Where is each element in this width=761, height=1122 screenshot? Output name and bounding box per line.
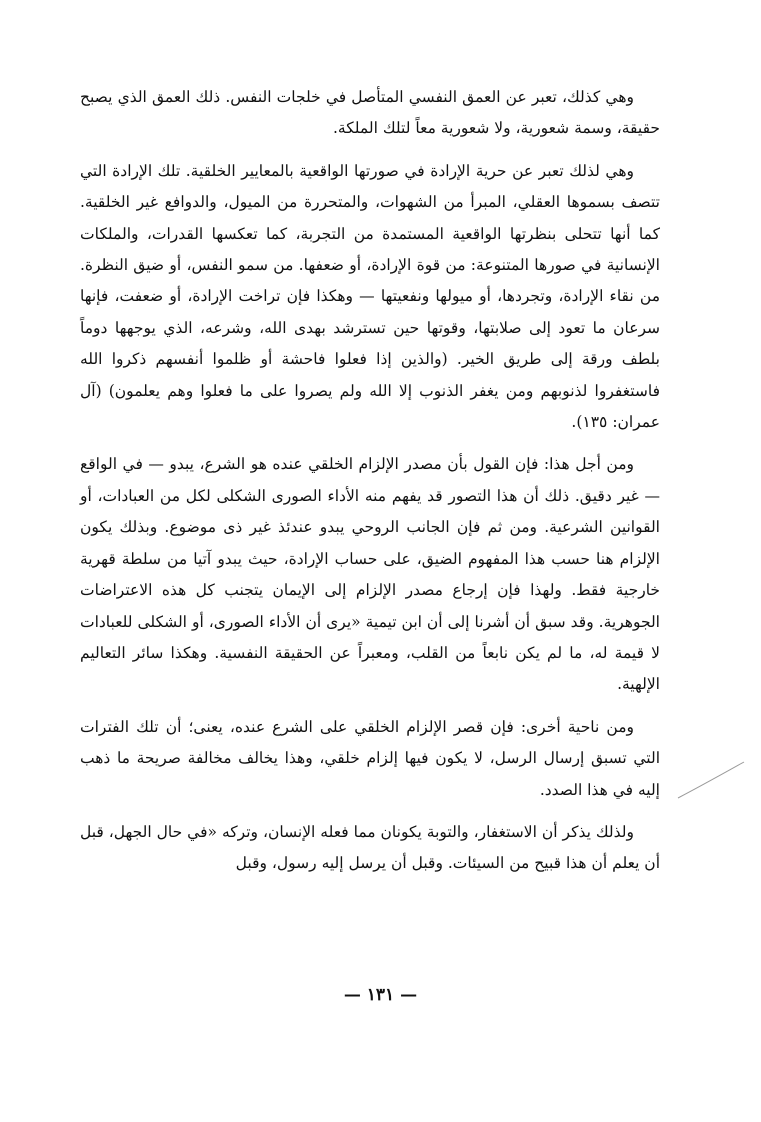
body-text — [80, 82, 660, 880]
paragraph-5: ولذلك يذكر أن الاستغفار، والتوبة يكونان مما فعله الإنسان، وتركه «في حال الجهل، قبل أن يعلم أن هذا قبيح من السيئات. وقبل أن يرسل إليه رسول، وقبل — [80, 822, 660, 873]
paragraph-2: وهي لذلك تعبر عن حرية الإرادة في صورتها الواقعية بالمعايير الخلقية. تلك الإرادة التي تتصف بسموها العقلي، المبرأ من الشهوات، والمتحررة من الميول، والدوافع غير الخلقية. كما أنها تتحلى بنظرتها الواقعية المستمدة من التجربة، كما تعكسها القدرات، والملكات الإنسانية في صورها المتنوعة: من قوة الإرادة، أو ضعفها. من سمو النفس، أو ضيق النظرة. من نقاء الإرادة، وتجردها، أو ميولها ونفعيتها — وهكذا فإن تراخت الإرادة، أو ضعفت، فإنها سرعان ما تعود إلى صلابتها، وقوتها حين تسترشد بهدى الله، وشرعه، الذي يوجهها دوماً بلطف ورقة إلى طريق الخير. (والذين إذا فعلوا فاحشة أو ظلموا أنفسهم ذكروا الله فاستغفروا لذنوبهم ومن يغفر الذنوب إلا الله ولم يصروا على ما فعلوا وهم يعلمون) (آل عمران: ١٣٥). — [80, 161, 660, 432]
margin-pen-mark-icon — [676, 760, 746, 800]
page-number: — ١٣١ — — [343, 985, 418, 1005]
paragraph-3: ومن أجل هذا: فإن القول بأن مصدر الإلزام الخلقي عنده هو الشرع، يبدو — في الواقع — غير دقيق. ذلك أن هذا التصور قد يفهم منه الأداء الصورى الشكلى لكل من العبادات، أو القوانين الشرعية. ومن ثم فإن الجانب الروحي يبدو عندئذ غير ذى موضوع. وبذلك يكون الإلزام هنا حسب هذا المفهوم الضيق، على حساب الإرادة، حيث يبدو آتيا من سلطة قهرية خارجية فقط. ولهذا فإن إرجاع مصدر الإلزام إلى الإيمان يتجنب كل هذه الاعتراضات الجوهرية. وقد سبق أن أشرنا إلى أن ابن تيمية «يرى أن الأداء الصورى، أو الشكلى للعبادات لا قيمة له، ما لم يكن نابعاً من القلب، ومعبراً عن الحقيقة النفسية. وهكذا سائر التعاليم الإلهية. — [80, 455, 660, 694]
paragraph-4: ومن ناحية أخرى: فإن قصر الإلزام الخلقي على الشرع عنده، يعنى؛ أن تلك الفترات التي تسبق إرسال الرسل، لا يكون فيها إلزام خلقي، وهذا يخالف مخالفة صريحة ما ذهب إليه في هذا الصدد. — [80, 717, 660, 799]
paragraph-1: وهي كذلك، تعبر عن العمق النفسي المتأصل في خلجات النفس. ذلك العمق الذي يصبح حقيقة، وسمة شعورية، ولا شعورية معاً لتلك الملكة. — [80, 88, 660, 138]
